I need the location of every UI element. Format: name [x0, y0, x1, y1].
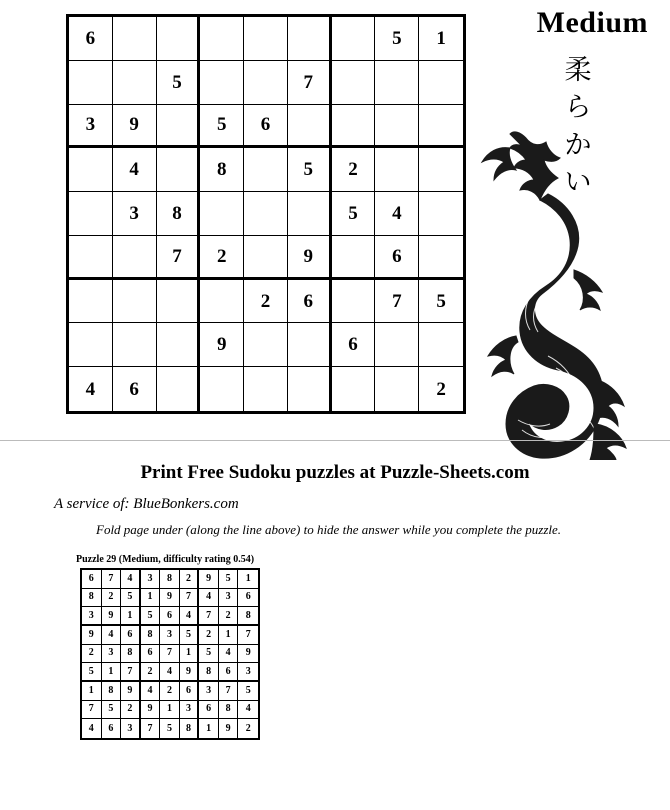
answer-cell-r9c8: 9: [219, 719, 239, 738]
answer-cell-r6c4: 2: [141, 663, 161, 682]
answer-caption: Puzzle 29 (Medium, difficulty rating 0.54): [76, 554, 255, 565]
answer-cell-r1c7: 9: [199, 570, 219, 589]
puzzle-cell-r6c2[interactable]: [113, 236, 157, 280]
answer-cell-r8c8: 8: [219, 701, 239, 720]
answer-cell-r4c1: 9: [82, 626, 102, 645]
answer-cell-r3c1: 3: [82, 607, 102, 626]
puzzle-cell-r8c6[interactable]: [288, 323, 332, 367]
puzzle-cell-r7c6[interactable]: 6: [288, 280, 332, 324]
answer-cell-r3c9: 8: [238, 607, 258, 626]
puzzle-cell-r3c1[interactable]: 3: [69, 105, 113, 149]
answer-cell-r3c7: 7: [199, 607, 219, 626]
puzzle-cell-r7c8[interactable]: 7: [375, 280, 419, 324]
answer-cell-r2c9: 6: [238, 589, 258, 608]
answer-cell-r3c5: 6: [160, 607, 180, 626]
puzzle-cell-r8c1[interactable]: [69, 323, 113, 367]
puzzle-cell-r7c9[interactable]: 5: [419, 280, 463, 324]
puzzle-cell-r3c3[interactable]: [157, 105, 201, 149]
difficulty-label: Medium: [536, 6, 648, 39]
puzzle-cell-r5c3[interactable]: 8: [157, 192, 201, 236]
answer-cell-r6c1: 5: [82, 663, 102, 682]
answer-cell-r8c9: 4: [238, 701, 258, 720]
puzzle-cell-r6c3[interactable]: 7: [157, 236, 201, 280]
answer-cell-r1c1: 6: [82, 570, 102, 589]
answer-cell-r5c8: 4: [219, 645, 239, 664]
answer-cell-r2c2: 2: [102, 589, 122, 608]
puzzle-cell-r9c6[interactable]: [288, 367, 332, 411]
puzzle-cell-r2c6[interactable]: 7: [288, 61, 332, 105]
puzzle-cell-r4c9[interactable]: [419, 148, 463, 192]
answer-cell-r3c8: 2: [219, 607, 239, 626]
answer-cell-r4c6: 5: [180, 626, 200, 645]
answer-cell-r9c2: 6: [102, 719, 122, 738]
answer-cell-r9c4: 7: [141, 719, 161, 738]
answer-cell-r9c3: 3: [121, 719, 141, 738]
answer-cell-r8c5: 1: [160, 701, 180, 720]
kanji-char-3: か: [564, 129, 592, 161]
answer-cell-r5c2: 3: [102, 645, 122, 664]
puzzle-cell-r5c1[interactable]: [69, 192, 113, 236]
puzzle-cell-r5c4[interactable]: [200, 192, 244, 236]
puzzle-cell-r7c4[interactable]: [200, 280, 244, 324]
answer-cell-r6c5: 4: [160, 663, 180, 682]
puzzle-cell-r4c8[interactable]: [375, 148, 419, 192]
puzzle-cell-r1c9[interactable]: 1: [419, 17, 463, 61]
answer-cell-r3c4: 5: [141, 607, 161, 626]
answer-cell-r7c4: 4: [141, 682, 161, 701]
answer-cell-r2c8: 3: [219, 589, 239, 608]
answer-cell-r9c7: 1: [199, 719, 219, 738]
puzzle-cell-r8c4[interactable]: 9: [200, 323, 244, 367]
puzzle-cell-r1c4[interactable]: [200, 17, 244, 61]
answer-cell-r3c6: 4: [180, 607, 200, 626]
answer-cell-r5c5: 7: [160, 645, 180, 664]
answer-cell-r2c4: 1: [141, 589, 161, 608]
answer-cell-r2c7: 4: [199, 589, 219, 608]
puzzle-cell-r7c5[interactable]: 2: [244, 280, 288, 324]
fold-instruction-text: Fold page under (along the line above) to hide the answer while you complete the puzzle.: [96, 522, 562, 537]
puzzle-cell-r4c3[interactable]: [157, 148, 201, 192]
puzzle-cell-r9c3[interactable]: [157, 367, 201, 411]
puzzle-cell-r8c7[interactable]: 6: [332, 323, 376, 367]
answer-cell-r5c9: 9: [238, 645, 258, 664]
answer-cell-r6c9: 3: [238, 663, 258, 682]
answer-cell-r2c6: 7: [180, 589, 200, 608]
puzzle-cell-r1c1[interactable]: 6: [69, 17, 113, 61]
answer-cell-r1c6: 2: [180, 570, 200, 589]
fold-line-divider: [0, 440, 670, 441]
answer-cell-r7c7: 3: [199, 682, 219, 701]
puzzle-cell-r8c3[interactable]: [157, 323, 201, 367]
answer-cell-r8c3: 2: [121, 701, 141, 720]
answer-cell-r9c1: 4: [82, 719, 102, 738]
answer-cell-r4c8: 1: [219, 626, 239, 645]
puzzle-cell-r3c8[interactable]: [375, 105, 419, 149]
puzzle-cell-r1c8[interactable]: 5: [375, 17, 419, 61]
answer-cell-r4c9: 7: [238, 626, 258, 645]
puzzle-cell-r6c7[interactable]: [332, 236, 376, 280]
dragon-illustration: [470, 130, 650, 460]
kanji-char-4: い: [564, 166, 592, 198]
answer-cell-r7c3: 9: [121, 682, 141, 701]
puzzle-cell-r2c1[interactable]: [69, 61, 113, 105]
answer-cell-r2c5: 9: [160, 589, 180, 608]
answer-cell-r5c7: 5: [199, 645, 219, 664]
answer-cell-r9c9: 2: [245, 722, 251, 734]
puzzle-cell-r1c7[interactable]: [332, 17, 376, 61]
answer-cell-r1c2: 7: [102, 570, 122, 589]
puzzle-cell-r4c1[interactable]: [69, 148, 113, 192]
answer-cell-r4c5: 3: [160, 626, 180, 645]
answer-cell-r2c3: 5: [121, 589, 141, 608]
answer-cell-r5c3: 8: [121, 645, 141, 664]
answer-cell-r9c5: 5: [160, 719, 180, 738]
puzzle-cell-r6c1[interactable]: [69, 236, 113, 280]
answer-cell-r7c2: 8: [102, 682, 122, 701]
puzzle-cell-r4c6[interactable]: 5: [288, 148, 332, 192]
puzzle-cell-r8c9[interactable]: [419, 323, 463, 367]
puzzle-cell-r9c9[interactable]: 2: [436, 378, 446, 400]
answer-cell-r3c2: 9: [102, 607, 122, 626]
puzzle-cell-r3c9[interactable]: [419, 105, 463, 149]
puzzle-cell-r7c2[interactable]: [113, 280, 157, 324]
puzzle-cell-r5c5[interactable]: [244, 192, 288, 236]
puzzle-cell-r5c7[interactable]: 5: [332, 192, 376, 236]
puzzle-cell-r5c8[interactable]: 4: [375, 192, 419, 236]
puzzle-cell-r9c7[interactable]: [332, 367, 376, 411]
puzzle-cell-r6c9[interactable]: [419, 236, 463, 280]
puzzle-cell-r1c5[interactable]: [244, 17, 288, 61]
puzzle-cell-r8c2[interactable]: [113, 323, 157, 367]
answer-cell-r4c3: 6: [121, 626, 141, 645]
answer-cell-r2c1: 8: [82, 589, 102, 608]
answer-cell-r8c7: 6: [199, 701, 219, 720]
puzzle-cell-r4c2[interactable]: 4: [113, 148, 157, 192]
answer-cell-r8c2: 5: [102, 701, 122, 720]
sudoku-answer-grid: [80, 568, 260, 740]
sudoku-puzzle-grid[interactable]: [66, 14, 466, 414]
answer-cell-r4c2: 4: [102, 626, 122, 645]
answer-cell-r7c6: 6: [180, 682, 200, 701]
answer-cell-r6c8: 6: [219, 663, 239, 682]
puzzle-cell-r4c4[interactable]: 8: [200, 148, 244, 192]
answer-cell-r3c3: 1: [121, 607, 141, 626]
puzzle-cell-r8c5[interactable]: [244, 323, 288, 367]
answer-cell-r6c3: 7: [121, 663, 141, 682]
puzzle-cell-r1c3[interactable]: [157, 17, 201, 61]
puzzle-cell-r2c2[interactable]: [113, 61, 157, 105]
puzzle-cell-r2c9[interactable]: [419, 61, 463, 105]
puzzle-cell-r3c2[interactable]: 9: [113, 105, 157, 149]
puzzle-cell-r2c8[interactable]: [375, 61, 419, 105]
answer-cell-r6c6: 9: [180, 663, 200, 682]
puzzle-cell-r3c6[interactable]: [288, 105, 332, 149]
answer-cell-r1c5: 8: [160, 570, 180, 589]
puzzle-cell-r3c5[interactable]: 6: [244, 105, 288, 149]
puzzle-cell-r5c9[interactable]: [419, 192, 463, 236]
answer-cell-r7c9: 5: [238, 682, 258, 701]
puzzle-cell-r4c5[interactable]: [244, 148, 288, 192]
service-credit-text: A service of: BlueBonkers.com: [54, 496, 239, 512]
kanji-char-1: 柔: [564, 55, 592, 86]
answer-cell-r8c4: 9: [141, 701, 161, 720]
answer-cell-r5c6: 1: [180, 645, 200, 664]
answer-cell-r6c7: 8: [199, 663, 219, 682]
puzzle-cell-r7c1[interactable]: [69, 280, 113, 324]
puzzle-cell-r2c4[interactable]: [200, 61, 244, 105]
puzzle-cell-r2c5[interactable]: [244, 61, 288, 105]
answer-cell-r9c6: 8: [180, 719, 200, 738]
answer-cell-r4c4: 8: [141, 626, 161, 645]
answer-cell-r1c8: 5: [219, 570, 239, 589]
puzzle-cell-r4c7[interactable]: 2: [332, 148, 376, 192]
answer-cell-r8c6: 3: [180, 701, 200, 720]
puzzle-cell-r9c8[interactable]: [375, 367, 419, 411]
answer-cell-r4c7: 2: [199, 626, 219, 645]
answer-cell-r5c4: 6: [141, 645, 161, 664]
puzzle-cell-r8c8[interactable]: [375, 323, 419, 367]
kanji-char-2: ら: [564, 92, 592, 124]
answer-cell-r1c9: 1: [238, 570, 258, 589]
puzzle-cell-r2c3[interactable]: 5: [157, 61, 201, 105]
puzzle-cell-r3c7[interactable]: [332, 105, 376, 149]
puzzle-cell-r5c6[interactable]: [288, 192, 332, 236]
puzzle-cell-r3c4[interactable]: 5: [200, 105, 244, 149]
puzzle-cell-r9c2[interactable]: 6: [113, 367, 157, 411]
puzzle-cell-r7c7[interactable]: [332, 280, 376, 324]
answer-cell-r6c2: 1: [102, 663, 122, 682]
puzzle-cell-r1c2[interactable]: [113, 17, 157, 61]
puzzle-cell-r6c6[interactable]: 9: [288, 236, 332, 280]
answer-cell-r7c8: 7: [219, 682, 239, 701]
answer-cell-r8c1: 7: [82, 701, 102, 720]
puzzle-cell-r9c5[interactable]: [244, 367, 288, 411]
puzzle-cell-r6c4[interactable]: 2: [200, 236, 244, 280]
answer-cell-r7c5: 2: [160, 682, 180, 701]
puzzle-cell-r9c4[interactable]: [200, 367, 244, 411]
answer-cell-r5c1: 2: [82, 645, 102, 664]
answer-cell-r7c1: 1: [82, 682, 102, 701]
answer-cell-r1c3: 4: [121, 570, 141, 589]
puzzle-cell-r6c5[interactable]: [244, 236, 288, 280]
puzzle-cell-r6c8[interactable]: 6: [375, 236, 419, 280]
puzzle-cell-r2c7[interactable]: [332, 61, 376, 105]
promo-text: Print Free Sudoku puzzles at Puzzle-Sheets.com: [140, 462, 530, 483]
puzzle-cell-r9c1[interactable]: 4: [69, 367, 113, 411]
puzzle-cell-r5c2[interactable]: 3: [113, 192, 157, 236]
puzzle-cell-r7c3[interactable]: [157, 280, 201, 324]
answer-cell-r1c4: 3: [141, 570, 161, 589]
puzzle-cell-r1c6[interactable]: [288, 17, 332, 61]
